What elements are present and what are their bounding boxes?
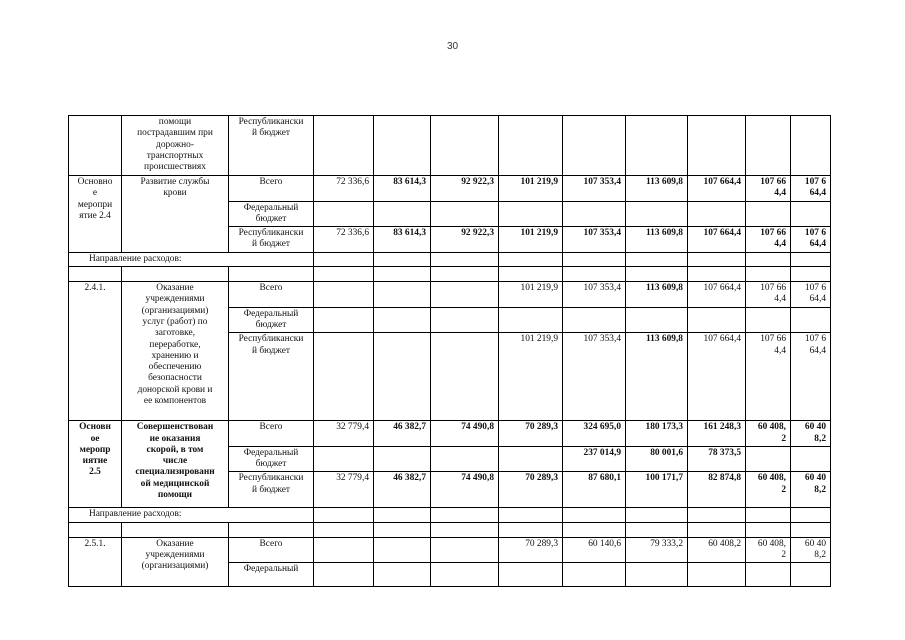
value-cell: 60 408,2 xyxy=(688,537,746,563)
source-cell: Федеральный xyxy=(229,563,314,587)
table-row xyxy=(69,282,831,308)
page-number: 30 xyxy=(446,41,459,52)
value-cell: 107 664,4 xyxy=(688,333,746,421)
value-cell: 32 779,4 xyxy=(314,472,374,508)
value-cell: 70 289,3 xyxy=(499,537,563,563)
value-cell: 101 219,9 xyxy=(499,227,563,253)
value-cell: 113 609,8 xyxy=(626,227,688,253)
table-row xyxy=(69,508,831,522)
value-cell: 107 6 64,4 xyxy=(791,333,831,421)
code-cell: 2.4.1. xyxy=(69,282,122,421)
source-cell: Республикански й бюджет xyxy=(229,333,314,421)
source-cell: Республикански й бюджет xyxy=(229,116,314,176)
source-cell: Всего xyxy=(229,537,314,563)
name-cell: помощи пострадавшим при дорожно- транспортных происшествиях xyxy=(122,116,229,176)
value-cell: 70 289,3 xyxy=(499,472,563,508)
value-cell: 72 336,6 xyxy=(314,227,374,253)
name-cell: Оказание учреждениями (организациями) xyxy=(122,537,229,587)
value-cell: 80 001,6 xyxy=(626,446,688,472)
value-cell: 237 014,9 xyxy=(563,446,626,472)
value-cell: 92 922,3 xyxy=(431,176,499,202)
value-cell: 92 922,3 xyxy=(431,227,499,253)
source-cell: Всего xyxy=(229,282,314,308)
table-row xyxy=(69,176,831,202)
value-cell: 79 333,2 xyxy=(626,537,688,563)
value-cell: 100 171,7 xyxy=(626,472,688,508)
code-cell: 2.5.1. xyxy=(69,537,122,587)
value-cell: 60 140,6 xyxy=(563,537,626,563)
value-cell: 70 289,3 xyxy=(499,421,563,447)
value-cell: 107 353,4 xyxy=(563,333,626,421)
value-cell: 87 680,1 xyxy=(563,472,626,508)
code-cell: Основн ое меропр иятие 2.5 xyxy=(69,421,122,508)
table-row xyxy=(69,116,831,176)
value-cell: 161 248,3 xyxy=(688,421,746,447)
value-cell: 60 40 8,2 xyxy=(791,472,831,508)
value-cell: 113 609,8 xyxy=(626,176,688,202)
source-cell: Всего xyxy=(229,176,314,202)
budget-table xyxy=(68,115,831,587)
value-cell: 107 6 64,4 xyxy=(791,282,831,308)
source-cell: Федеральный бюджет xyxy=(229,446,314,472)
value-cell: 107 353,4 xyxy=(563,282,626,308)
table-row xyxy=(69,522,831,537)
value-cell: 107 66 4,4 xyxy=(746,227,791,253)
name-cell: Развитие службы крови xyxy=(122,176,229,253)
name-cell: Оказание учреждениями (организациями) услуг (работ) по заготовке, переработке, хранению и обеспечению безопасности донорской крови и ее компонентов xyxy=(122,282,229,421)
value-cell: 107 664,4 xyxy=(688,176,746,202)
value-cell: 107 664,4 xyxy=(688,282,746,308)
value-cell: 60 40 8,2 xyxy=(791,421,831,447)
table-row xyxy=(69,252,831,266)
value-cell: 78 373,5 xyxy=(688,446,746,472)
code-cell xyxy=(69,116,122,176)
value-cell: 113 609,8 xyxy=(626,282,688,308)
value-cell: 107 353,4 xyxy=(563,176,626,202)
value-cell: 107 6 64,4 xyxy=(791,176,831,202)
section-label: Направление расходов: xyxy=(69,252,314,266)
value-cell: 107 664,4 xyxy=(688,227,746,253)
table-row xyxy=(69,421,831,447)
value-cell: 107 6 64,4 xyxy=(791,227,831,253)
source-cell: Республикански й бюджет xyxy=(229,227,314,253)
value-cell: 107 66 4,4 xyxy=(746,282,791,308)
value-cell: 72 336,6 xyxy=(314,176,374,202)
value-cell: 107 66 4,4 xyxy=(746,176,791,202)
value-cell: 83 614,3 xyxy=(374,227,431,253)
value-cell: 46 382,7 xyxy=(374,472,431,508)
value-cell: 60 408, 2 xyxy=(746,472,791,508)
value-cell: 180 173,3 xyxy=(626,421,688,447)
value-cell: 324 695,0 xyxy=(563,421,626,447)
value-cell: 60 408, 2 xyxy=(746,537,791,563)
value-cell: 101 219,9 xyxy=(499,333,563,421)
source-cell: Федеральный бюджет xyxy=(229,201,314,227)
table-row xyxy=(69,537,831,563)
section-label: Направление расходов: xyxy=(69,508,314,522)
value-cell: 60 40 8,2 xyxy=(791,537,831,563)
value-cell: 46 382,7 xyxy=(374,421,431,447)
value-cell: 101 219,9 xyxy=(499,176,563,202)
value-cell: 107 66 4,4 xyxy=(746,333,791,421)
value-cell: 32 779,4 xyxy=(314,421,374,447)
value-cell: 101 219,9 xyxy=(499,282,563,308)
value-cell: 60 408, 2 xyxy=(746,421,791,447)
name-cell: Совершенствован ие оказания скорой, в том числе специализированн ой медицинской помощи xyxy=(122,421,229,508)
source-cell: Всего xyxy=(229,421,314,447)
value-cell: 83 614,3 xyxy=(374,176,431,202)
source-cell: Республикански й бюджет xyxy=(229,472,314,508)
value-cell: 82 874,8 xyxy=(688,472,746,508)
value-cell: 113 609,8 xyxy=(626,333,688,421)
value-cell: 74 490,8 xyxy=(431,421,499,447)
source-cell: Федеральный бюджет xyxy=(229,307,314,333)
table-row xyxy=(69,267,831,282)
value-cell: 74 490,8 xyxy=(431,472,499,508)
code-cell: Основно е меропри ятие 2.4 xyxy=(69,176,122,253)
value-cell: 107 353,4 xyxy=(563,227,626,253)
